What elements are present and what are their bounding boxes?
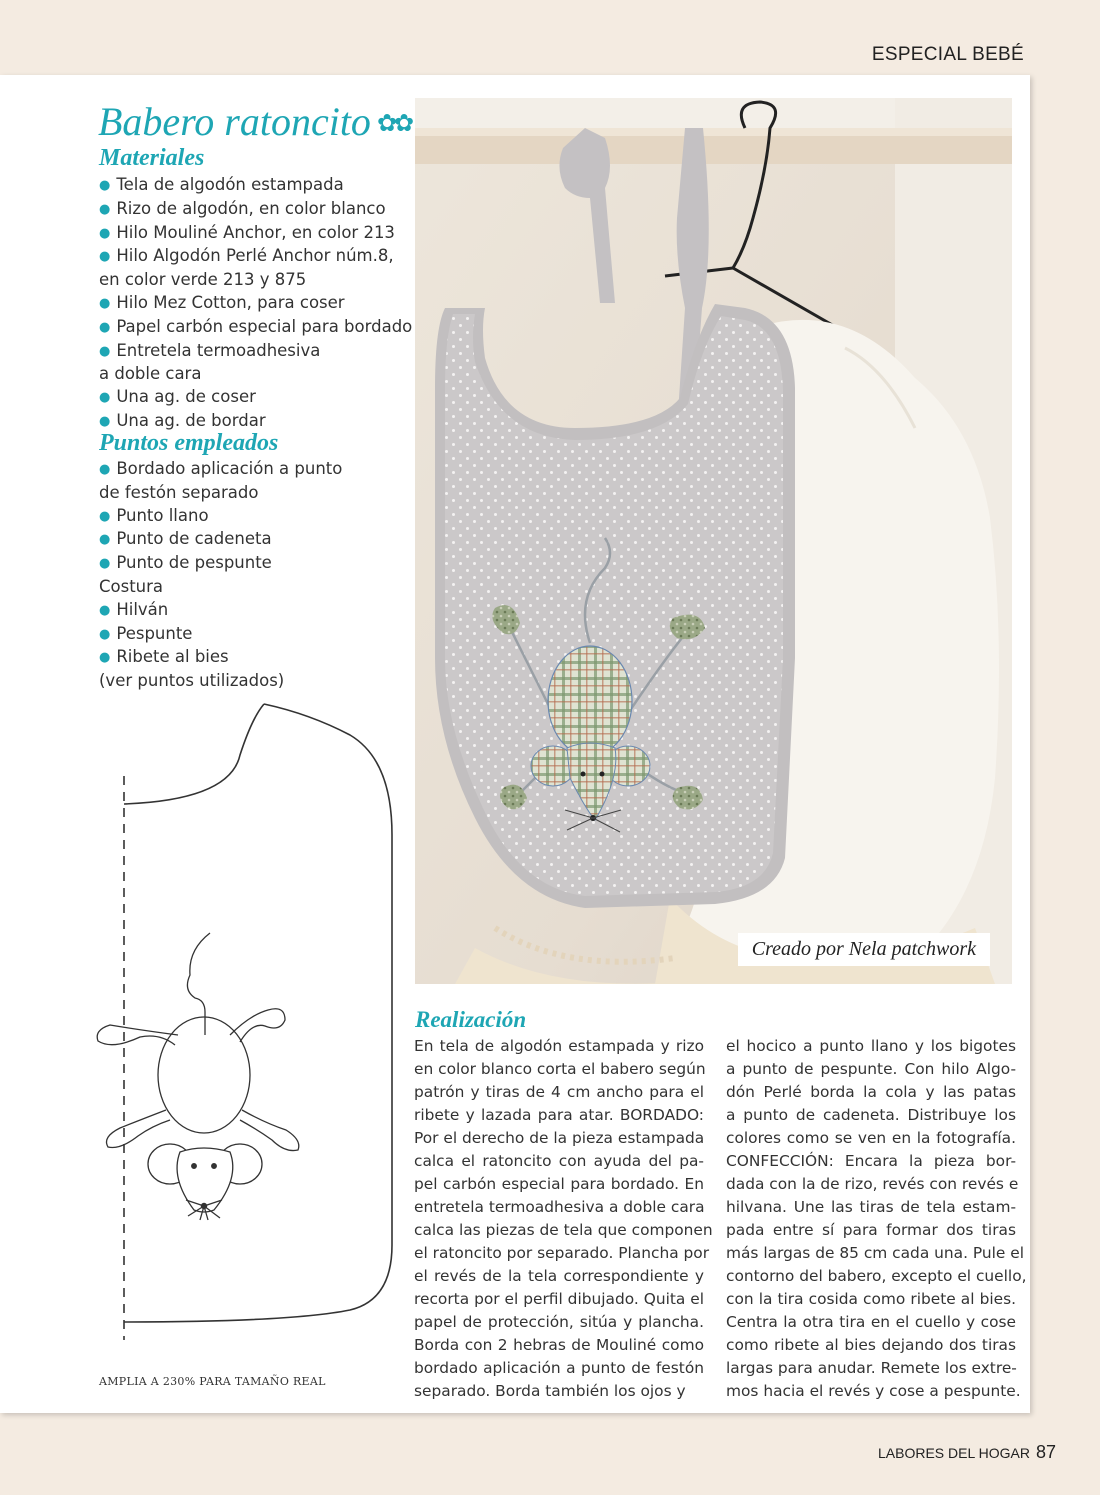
realizacion-column-2 bbox=[726, 1035, 1027, 1403]
bullet-icon: ● bbox=[99, 532, 111, 548]
bib-photo-illustration bbox=[415, 98, 1012, 984]
pattern-scale-note: AMPLIA A 230% PARA TAMAÑO REAL bbox=[99, 1375, 326, 1388]
body-text-line: como ribete al bies dejando dos tiras bbox=[726, 1336, 1016, 1354]
body-text-line: a punto de cadeneta. Distribuye los bbox=[726, 1106, 1016, 1124]
product-photo bbox=[415, 98, 1012, 984]
bib-outline bbox=[124, 704, 392, 1322]
body-text-line: entretela termoadhesiva a doble cara bbox=[414, 1198, 705, 1216]
puntos-heading: Puntos empleados bbox=[99, 430, 279, 456]
photo-caption: Creado por Nela patchwork bbox=[738, 933, 990, 966]
body-text-line: el revés de la tela correspondiente y bbox=[414, 1267, 704, 1285]
materiales-heading: Materiales bbox=[99, 145, 205, 171]
body-text-line: a punto de pespunte. Con hilo Algo- bbox=[726, 1060, 1016, 1078]
realizacion-column-1 bbox=[414, 1035, 713, 1403]
materiales-item: ● Tela de algodón estampada bbox=[99, 175, 344, 194]
puntos-list bbox=[99, 458, 399, 693]
bullet-icon: ● bbox=[99, 225, 111, 241]
bullet-icon: ● bbox=[99, 201, 111, 217]
body-text-line: pel carbón especial para bordado. En bbox=[414, 1175, 704, 1193]
puntos-item: ● Punto de pespunte bbox=[99, 553, 272, 573]
body-text-line: Por el derecho de la pieza estampada bbox=[414, 1129, 705, 1147]
bullet-icon: ● bbox=[99, 343, 111, 359]
materiales-item: ● Hilo Mez Cotton, para coser bbox=[99, 292, 345, 312]
materiales-item: en color verde 213 y 875 bbox=[99, 270, 307, 290]
puntos-item: de festón separado bbox=[99, 482, 259, 502]
materiales-item: ● Papel carbón especial para bordado bbox=[99, 316, 413, 336]
bullet-icon: ● bbox=[99, 295, 111, 311]
materiales-item: ● Rizo de algodón, en color blanco bbox=[99, 198, 386, 218]
neckline-curve bbox=[124, 704, 264, 804]
materiales-item: ● Hilo Algodón Perlé Anchor núm.8, bbox=[99, 246, 394, 266]
materiales-item: ● Una ag. de coser bbox=[99, 387, 256, 407]
body-text-line: patrón y tiras de 4 cm ancho para el bbox=[414, 1083, 704, 1101]
body-text-line: dada con la de rizo, revés con revés e bbox=[726, 1175, 1019, 1193]
bullet-icon: ● bbox=[99, 390, 111, 406]
body-text-line: pada entre sí para formar dos tiras bbox=[726, 1221, 1016, 1239]
body-text-line: dón Perlé borda la cola y las patas bbox=[726, 1083, 1016, 1101]
puntos-item: ● Pespunte bbox=[99, 623, 193, 643]
body-text-line: Centra la otra tira en el cuello y cose bbox=[726, 1313, 1016, 1331]
bullet-icon: ● bbox=[99, 413, 111, 429]
puntos-item: ● Punto de cadeneta bbox=[99, 529, 272, 549]
puntos-item: ● Hilván bbox=[99, 599, 169, 619]
body-text-line: Borda con 2 hebras de Mouliné como bbox=[414, 1336, 704, 1354]
body-text-line: ribete y lazada para atar. BORDADO: bbox=[414, 1106, 704, 1124]
bullet-icon: ● bbox=[99, 319, 111, 335]
body-text-line: contorno del babero, excepto el cuello, bbox=[726, 1267, 1027, 1285]
body-text-line: calca las piezas de tela que componen bbox=[414, 1221, 713, 1239]
bib-pattern-diagram bbox=[80, 700, 410, 1350]
body-text-line: colores como se ven en la fotografía. bbox=[726, 1129, 1016, 1147]
body-text-line: recorta por el perfil dibujado. Quita el bbox=[414, 1290, 704, 1308]
materiales-item: ● Entretela termoadhesiva bbox=[99, 340, 321, 360]
puntos-item: ● Ribete al bies bbox=[99, 647, 229, 667]
puntos-item: (ver puntos utilizados) bbox=[99, 671, 285, 691]
page-number: 87 bbox=[1035, 1442, 1056, 1462]
body-text-line: hilvana. Une las tiras de tela estam- bbox=[726, 1198, 1016, 1216]
realizacion-heading: Realización bbox=[415, 1007, 527, 1032]
body-text-line: en color blanco corta el babero según bbox=[414, 1060, 706, 1078]
body-text-line: CONFECCIÓN: Encara la pieza bor- bbox=[726, 1152, 1016, 1170]
body-text-line: bordado aplicación a punto de festón bbox=[414, 1359, 704, 1377]
materiales-list bbox=[99, 174, 413, 434]
body-text-line: En tela de algodón estampada y rizo bbox=[414, 1037, 704, 1055]
materiales-item: ● Una ag. de bordar bbox=[99, 410, 266, 430]
bullet-icon: ● bbox=[99, 602, 111, 618]
body-text-line: con la tira cosida como ribete al bies. bbox=[726, 1290, 1016, 1308]
magazine-name: LABORES DEL HOGAR bbox=[877, 1445, 1030, 1461]
body-text-line: el ratoncito por separado. Plancha por bbox=[414, 1244, 710, 1262]
materiales-item: ● Hilo Mouliné Anchor, en color 213 bbox=[99, 222, 395, 242]
materiales-item: a doble cara bbox=[99, 364, 202, 384]
body-text-line: calca el ratoncito con ayuda del pa- bbox=[414, 1152, 704, 1170]
bullet-icon: ● bbox=[99, 650, 111, 666]
bullet-icon: ● bbox=[99, 508, 111, 524]
title-text: Babero ratoncito bbox=[98, 99, 371, 144]
difficulty-flowers-icon: ✿✿ bbox=[376, 111, 412, 137]
bullet-icon: ● bbox=[99, 178, 111, 193]
body-text-line: mos hacia el revés y cose a pespunte. bbox=[726, 1382, 1021, 1400]
body-text-line: el hocico a punto llano y los bigotes bbox=[726, 1037, 1016, 1055]
mouse-outline-icon bbox=[97, 933, 299, 1220]
puntos-item: ● Punto llano bbox=[99, 505, 209, 525]
puntos-item: Costura bbox=[99, 576, 164, 596]
page-footer bbox=[878, 1442, 1056, 1463]
bullet-icon: ● bbox=[99, 249, 111, 265]
body-text-line: papel de protección, sitúa y plancha. bbox=[414, 1313, 704, 1331]
bullet-icon: ● bbox=[99, 626, 111, 642]
section-tag: ESPECIAL BEBÉ bbox=[871, 44, 1024, 65]
bullet-icon: ● bbox=[99, 462, 111, 477]
body-text-line: separado. Borda también los ojos y bbox=[414, 1382, 686, 1400]
body-text-line: largas para anudar. Remete los extre- bbox=[726, 1359, 1017, 1377]
bullet-icon: ● bbox=[99, 556, 111, 572]
body-text-line: más largas de 85 cm cada una. Pule el bbox=[726, 1244, 1025, 1262]
puntos-item: ● Bordado aplicación a punto bbox=[99, 459, 343, 478]
page-title bbox=[98, 98, 411, 145]
